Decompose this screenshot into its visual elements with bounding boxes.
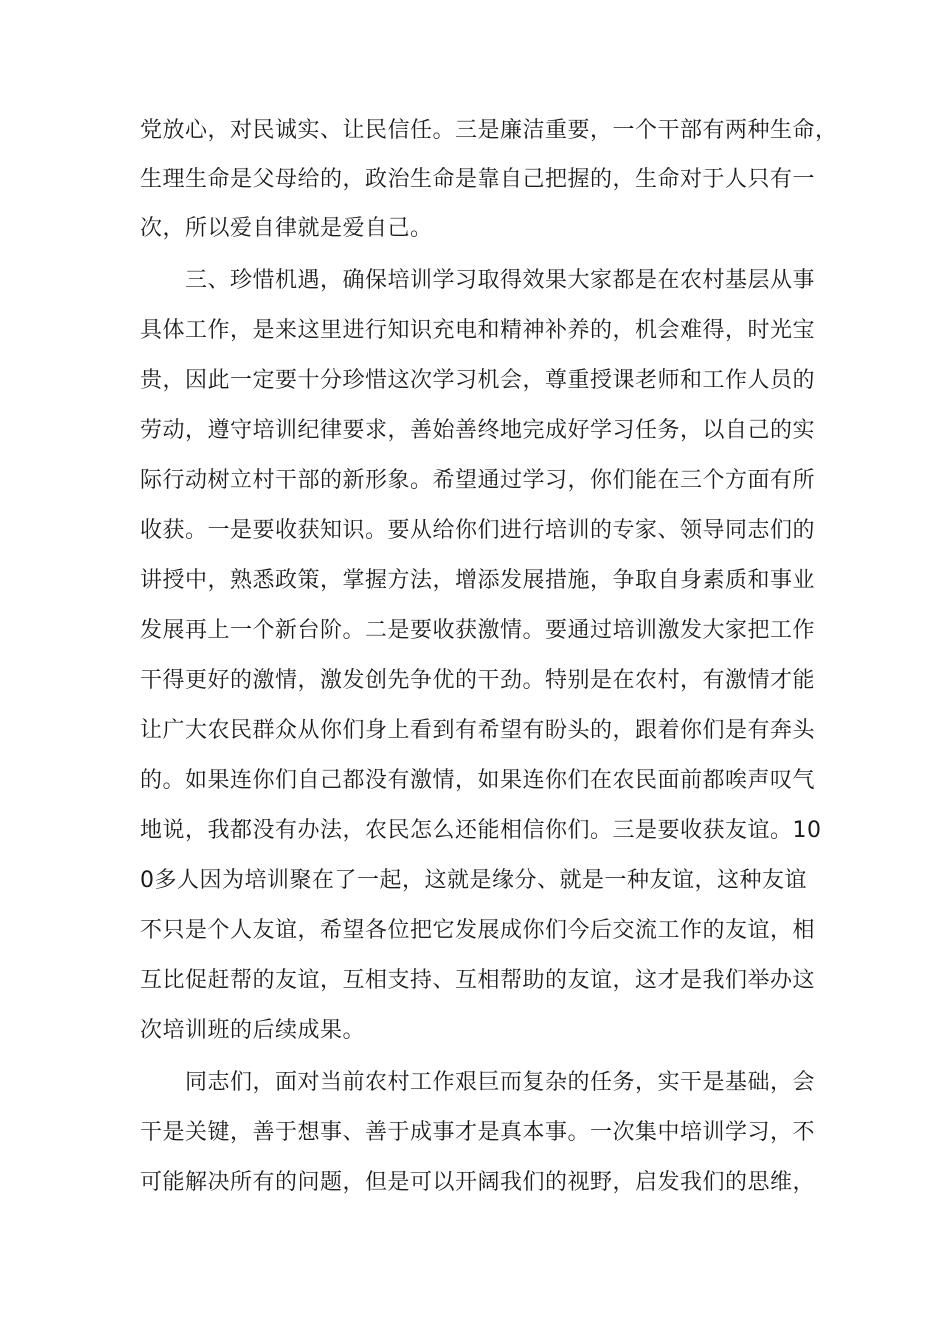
text-line: 同志们，面对当前农村工作艰巨而复杂的任务，实干是基础，会	[140, 1070, 816, 1095]
text-line: 贵，因此一定要十分珍惜这次学习机会，尊重授课老师和工作人员的	[140, 368, 816, 393]
text-line: 让广大农民群众从你们身上看到有希望有盼头的，跟着你们是有奔头	[140, 718, 816, 743]
text-line: 发展再上一个新台阶。二是要收获激情。要通过培训激发大家把工作	[140, 618, 816, 643]
text-line: 0多人因为培训聚在了一起，这就是缘分、就是一种友谊，这种友谊	[140, 868, 807, 893]
text-line: 际行动树立村干部的新形象。希望通过学习，你们能在三个方面有所	[140, 468, 816, 493]
text-line: 互比促赶帮的友谊，互相支持、互相帮助的友谊，这才是我们举办这	[140, 968, 816, 993]
text-line: 劳动，遵守培训纪律要求，善始善终地完成好学习任务，以自己的实	[140, 418, 816, 443]
text-line: 讲授中，熟悉政策，掌握方法，增添发展措施，争取自身素质和事业	[140, 568, 816, 593]
text-line: 党放心，对民诚实、让民信任。三是廉洁重要，一个干部有两种生命，	[140, 118, 838, 143]
text-line: 可能解决所有的问题，但是可以开阔我们的视野，启发我们的思维，	[140, 1170, 816, 1195]
text-line: 次，所以爱自律就是爱自己。	[140, 216, 433, 241]
text-line: 次培训班的后续成果。	[140, 1018, 366, 1043]
text-line: 干得更好的激情，激发创先争优的干劲。特别是在农村，有激情才能	[140, 668, 816, 693]
text-line: 收获。一是要收获知识。要从给你们进行培训的专家、领导同志们的	[140, 518, 816, 543]
text-line: 具体工作，是来这里进行知识充电和精神补养的，机会难得，时光宝	[140, 318, 816, 343]
text-line: 三、珍惜机遇，确保培训学习取得效果大家都是在农村基层从事	[140, 268, 816, 293]
text-line: 不只是个人友谊，希望各位把它发展成你们今后交流工作的友谊，相	[140, 918, 816, 943]
text-line: 地说，我都没有办法，农民怎么还能相信你们。三是要收获友谊。10	[140, 818, 822, 843]
text-line: 的。如果连你们自己都没有激情，如果连你们在农民面前都唉声叹气	[140, 768, 816, 793]
text-line: 干是关键，善于想事、善于成事才是真本事。一次集中培训学习，不	[140, 1120, 816, 1145]
text-line: 生理生命是父母给的，政治生命是靠自己把握的，生命对于人只有一	[140, 167, 816, 192]
